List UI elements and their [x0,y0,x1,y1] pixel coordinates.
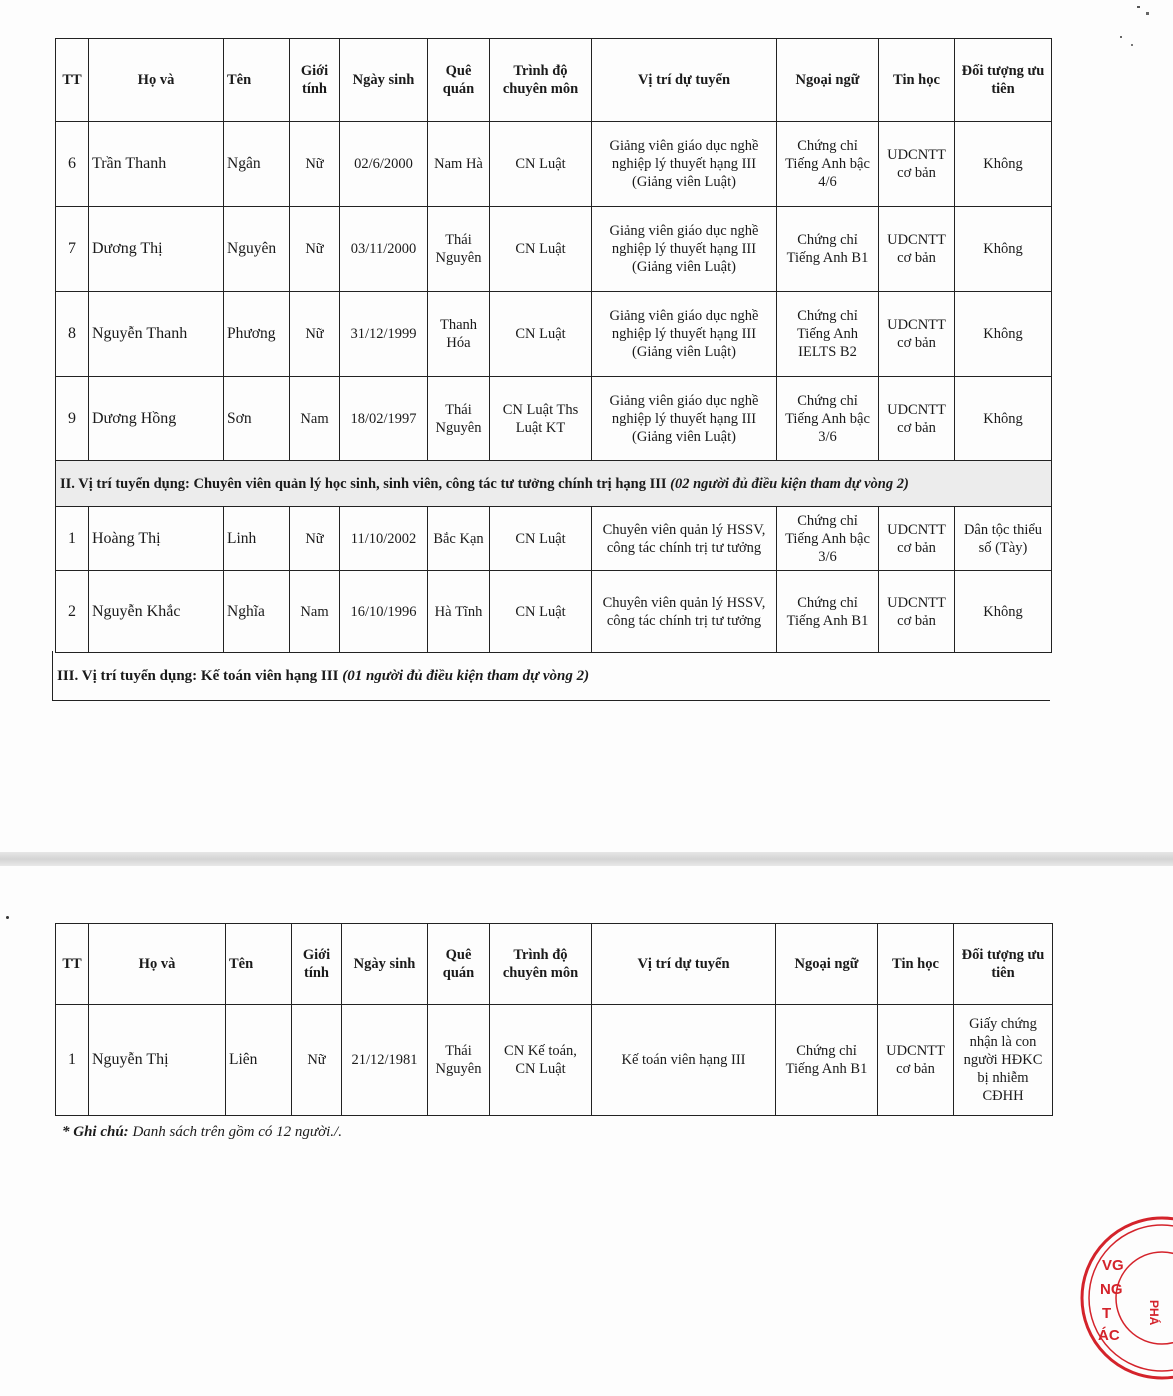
col-header-tt: TT [56,39,89,122]
row-tt: 6 [56,122,89,207]
section-3-note: (01 người đủ điều kiện tham dự vòng 2) [342,668,590,684]
row-doi-tuong: Không [955,122,1052,207]
row-ngoai-ngu: Chứng chỉ Tiếng Anh B1 [777,207,879,292]
row-vi-tri: Kế toán viên hạng III [592,1005,776,1116]
row-vi-tri: Giảng viên giáo dục nghề nghiệp lý thuyết hạng III (Giảng viên Luật) [592,377,777,461]
row-ho-va: Nguyễn Khắc [89,571,224,653]
row-doi-tuong: Không [955,377,1052,461]
row-trinh-do: CN Luật [490,507,592,571]
col-header-que-quan: Quê quán [428,924,490,1005]
row-ten: Nghĩa [224,571,290,653]
col-header-vi-tri: Vị trí dự tuyển [592,924,776,1005]
section-2-title: II. Vị trí tuyển dụng: Chuyên viên quản lý học sinh, sinh viên, công tác tư tưởng chính trị hạng III [60,475,667,492]
row-doi-tuong: Không [955,207,1052,292]
table-row [56,507,1052,571]
col-header-ho-va: Họ và [89,39,224,122]
col-header-trinh-do: Trình độ chuyên môn [490,924,592,1005]
row-tin-hoc: UDCNTT cơ bản [879,122,955,207]
row-vi-tri: Giảng viên giáo dục nghề nghiệp lý thuyết hạng III (Giảng viên Luật) [592,207,777,292]
row-que-quan: Thái Nguyên [428,207,490,292]
svg-text:ÁC: ÁC [1098,1327,1120,1344]
col-header-doi-tuong: Đối tượng ưu tiên [955,39,1052,122]
col-header-ngay-sinh: Ngày sinh [342,924,428,1005]
row-ten: Sơn [224,377,290,461]
row-ngay-sinh: 18/02/1997 [340,377,428,461]
scan-speck [1131,44,1133,46]
row-doi-tuong: Không [955,292,1052,377]
row-tt: 2 [56,571,89,653]
table-row [56,207,1052,292]
row-ten: Ngân [224,122,290,207]
footnote-text: Danh sách trên gồm có 12 người./. [132,1124,342,1140]
row-que-quan: Bắc Kạn [428,507,490,571]
scan-speck [6,916,9,919]
row-doi-tuong: Giấy chứng nhận là con người HĐKC bị nhiễm CĐHH [954,1005,1053,1116]
scan-speck [1137,6,1140,8]
row-ngay-sinh: 16/10/1996 [340,571,428,653]
col-header-ngoai-ngu: Ngoại ngữ [776,924,878,1005]
row-trinh-do: CN Luật [490,122,592,207]
col-header-gioi-tinh: Giới tính [292,924,342,1005]
row-gioi-tinh: Nam [290,377,340,461]
row-ho-va: Nguyễn Thị [89,1005,226,1116]
row-vi-tri: Chuyên viên quản lý HSSV, công tác chính trị tư tưởng [592,571,777,653]
col-header-tt: TT [56,924,89,1005]
scan-speck [1120,36,1122,38]
row-vi-tri: Chuyên viên quản lý HSSV, công tác chính trị tư tưởng [592,507,777,571]
col-header-trinh-do: Trình độ chuyên môn [490,39,592,122]
row-ngoai-ngu: Chứng chỉ Tiếng Anh bậc 3/6 [777,507,879,571]
row-gioi-tinh: Nữ [290,507,340,571]
row-tt: 8 [56,292,89,377]
footnote-label: * Ghi chú: [62,1124,129,1140]
col-header-ten: Tên [226,924,292,1005]
row-gioi-tinh: Nữ [290,122,340,207]
section-2-note: (02 người đủ điều kiện tham dự vòng 2) [670,475,909,492]
col-header-doi-tuong: Đối tượng ưu tiên [954,924,1053,1005]
table-header-row [56,39,1052,122]
row-ngoai-ngu: Chứng chỉ Tiếng Anh IELTS B2 [777,292,879,377]
row-ngay-sinh: 31/12/1999 [340,292,428,377]
row-tt: 1 [56,1005,89,1116]
table-row [56,571,1052,653]
row-tin-hoc: UDCNTT cơ bản [879,207,955,292]
row-vi-tri: Giảng viên giáo dục nghề nghiệp lý thuyết hạng III (Giảng viên Luật) [592,122,777,207]
svg-text:PHÁ: PHÁ [1147,1300,1161,1326]
row-ten: Nguyên [224,207,290,292]
svg-text:VG: VG [1102,1257,1124,1274]
row-ngoai-ngu: Chứng chỉ Tiếng Anh bậc 4/6 [777,122,879,207]
col-header-que-quan: Quê quán [428,39,490,122]
row-ngoai-ngu: Chứng chỉ Tiếng Anh bậc 3/6 [777,377,879,461]
row-trinh-do: CN Kế toán, CN Luật [490,1005,592,1116]
row-que-quan: Thái Nguyên [428,377,490,461]
col-header-ngoai-ngu: Ngoại ngữ [777,39,879,122]
row-que-quan: Thái Nguyên [428,1005,490,1116]
section-3-heading [52,651,1050,701]
row-gioi-tinh: Nam [290,571,340,653]
row-tin-hoc: UDCNTT cơ bản [879,507,955,571]
row-que-quan: Hà Tĩnh [428,571,490,653]
row-ten: Phương [224,292,290,377]
row-ho-va: Dương Thị [89,207,224,292]
row-trinh-do: CN Luật [490,207,592,292]
row-tt: 1 [56,507,89,571]
row-ho-va: Nguyễn Thanh [89,292,224,377]
row-que-quan: Thanh Hóa [428,292,490,377]
row-que-quan: Nam Hà [428,122,490,207]
row-trinh-do: CN Luật [490,292,592,377]
row-gioi-tinh: Nữ [292,1005,342,1116]
section-2-heading-row [56,461,1052,507]
candidate-table-top [55,38,1052,653]
row-ngay-sinh: 21/12/1981 [342,1005,428,1116]
row-ngoai-ngu: Chứng chỉ Tiếng Anh B1 [776,1005,878,1116]
svg-text:NG: NG [1100,1281,1123,1298]
scan-speck [1146,12,1149,15]
col-header-vi-tri: Vị trí dự tuyển [592,39,777,122]
row-ngoai-ngu: Chứng chỉ Tiếng Anh B1 [777,571,879,653]
row-gioi-tinh: Nữ [290,292,340,377]
table-row [56,292,1052,377]
row-ten: Liên [226,1005,292,1116]
candidate-table-bottom [55,923,1053,1116]
col-header-gioi-tinh: Giới tính [290,39,340,122]
col-header-ngay-sinh: Ngày sinh [340,39,428,122]
col-header-ten: Tên [224,39,290,122]
row-tin-hoc: UDCNTT cơ bản [879,292,955,377]
row-doi-tuong: Dân tộc thiểu số (Tày) [955,507,1052,571]
row-ho-va: Hoàng Thị [89,507,224,571]
row-tin-hoc: UDCNTT cơ bản [879,571,955,653]
row-vi-tri: Giảng viên giáo dục nghề nghiệp lý thuyết hạng III (Giảng viên Luật) [592,292,777,377]
official-seal-stamp [1080,1210,1173,1380]
row-tin-hoc: UDCNTT cơ bản [879,377,955,461]
row-tt: 7 [56,207,89,292]
row-ngay-sinh: 03/11/2000 [340,207,428,292]
col-header-tin-hoc: Tin học [878,924,954,1005]
row-ngay-sinh: 02/6/2000 [340,122,428,207]
row-ngay-sinh: 11/10/2002 [340,507,428,571]
row-tt: 9 [56,377,89,461]
page-separator [0,852,1173,866]
row-doi-tuong: Không [955,571,1052,653]
svg-text:T: T [1102,1305,1112,1322]
row-ten: Linh [224,507,290,571]
col-header-tin-hoc: Tin học [879,39,955,122]
row-ho-va: Dương Hồng [89,377,224,461]
col-header-ho-va: Họ và [89,924,226,1005]
row-trinh-do: CN Luật Ths Luật KT [490,377,592,461]
table-row [56,1005,1053,1116]
section-3-title: III. Vị trí tuyển dụng: Kế toán viên hạng III [57,668,339,684]
row-ho-va: Trần Thanh [89,122,224,207]
table-header-row [56,924,1053,1005]
row-gioi-tinh: Nữ [290,207,340,292]
row-trinh-do: CN Luật [490,571,592,653]
section-2-heading [56,461,1052,507]
row-tin-hoc: UDCNTT cơ bản [878,1005,954,1116]
table-row [56,122,1052,207]
footnote [62,1124,342,1141]
table-row [56,377,1052,461]
